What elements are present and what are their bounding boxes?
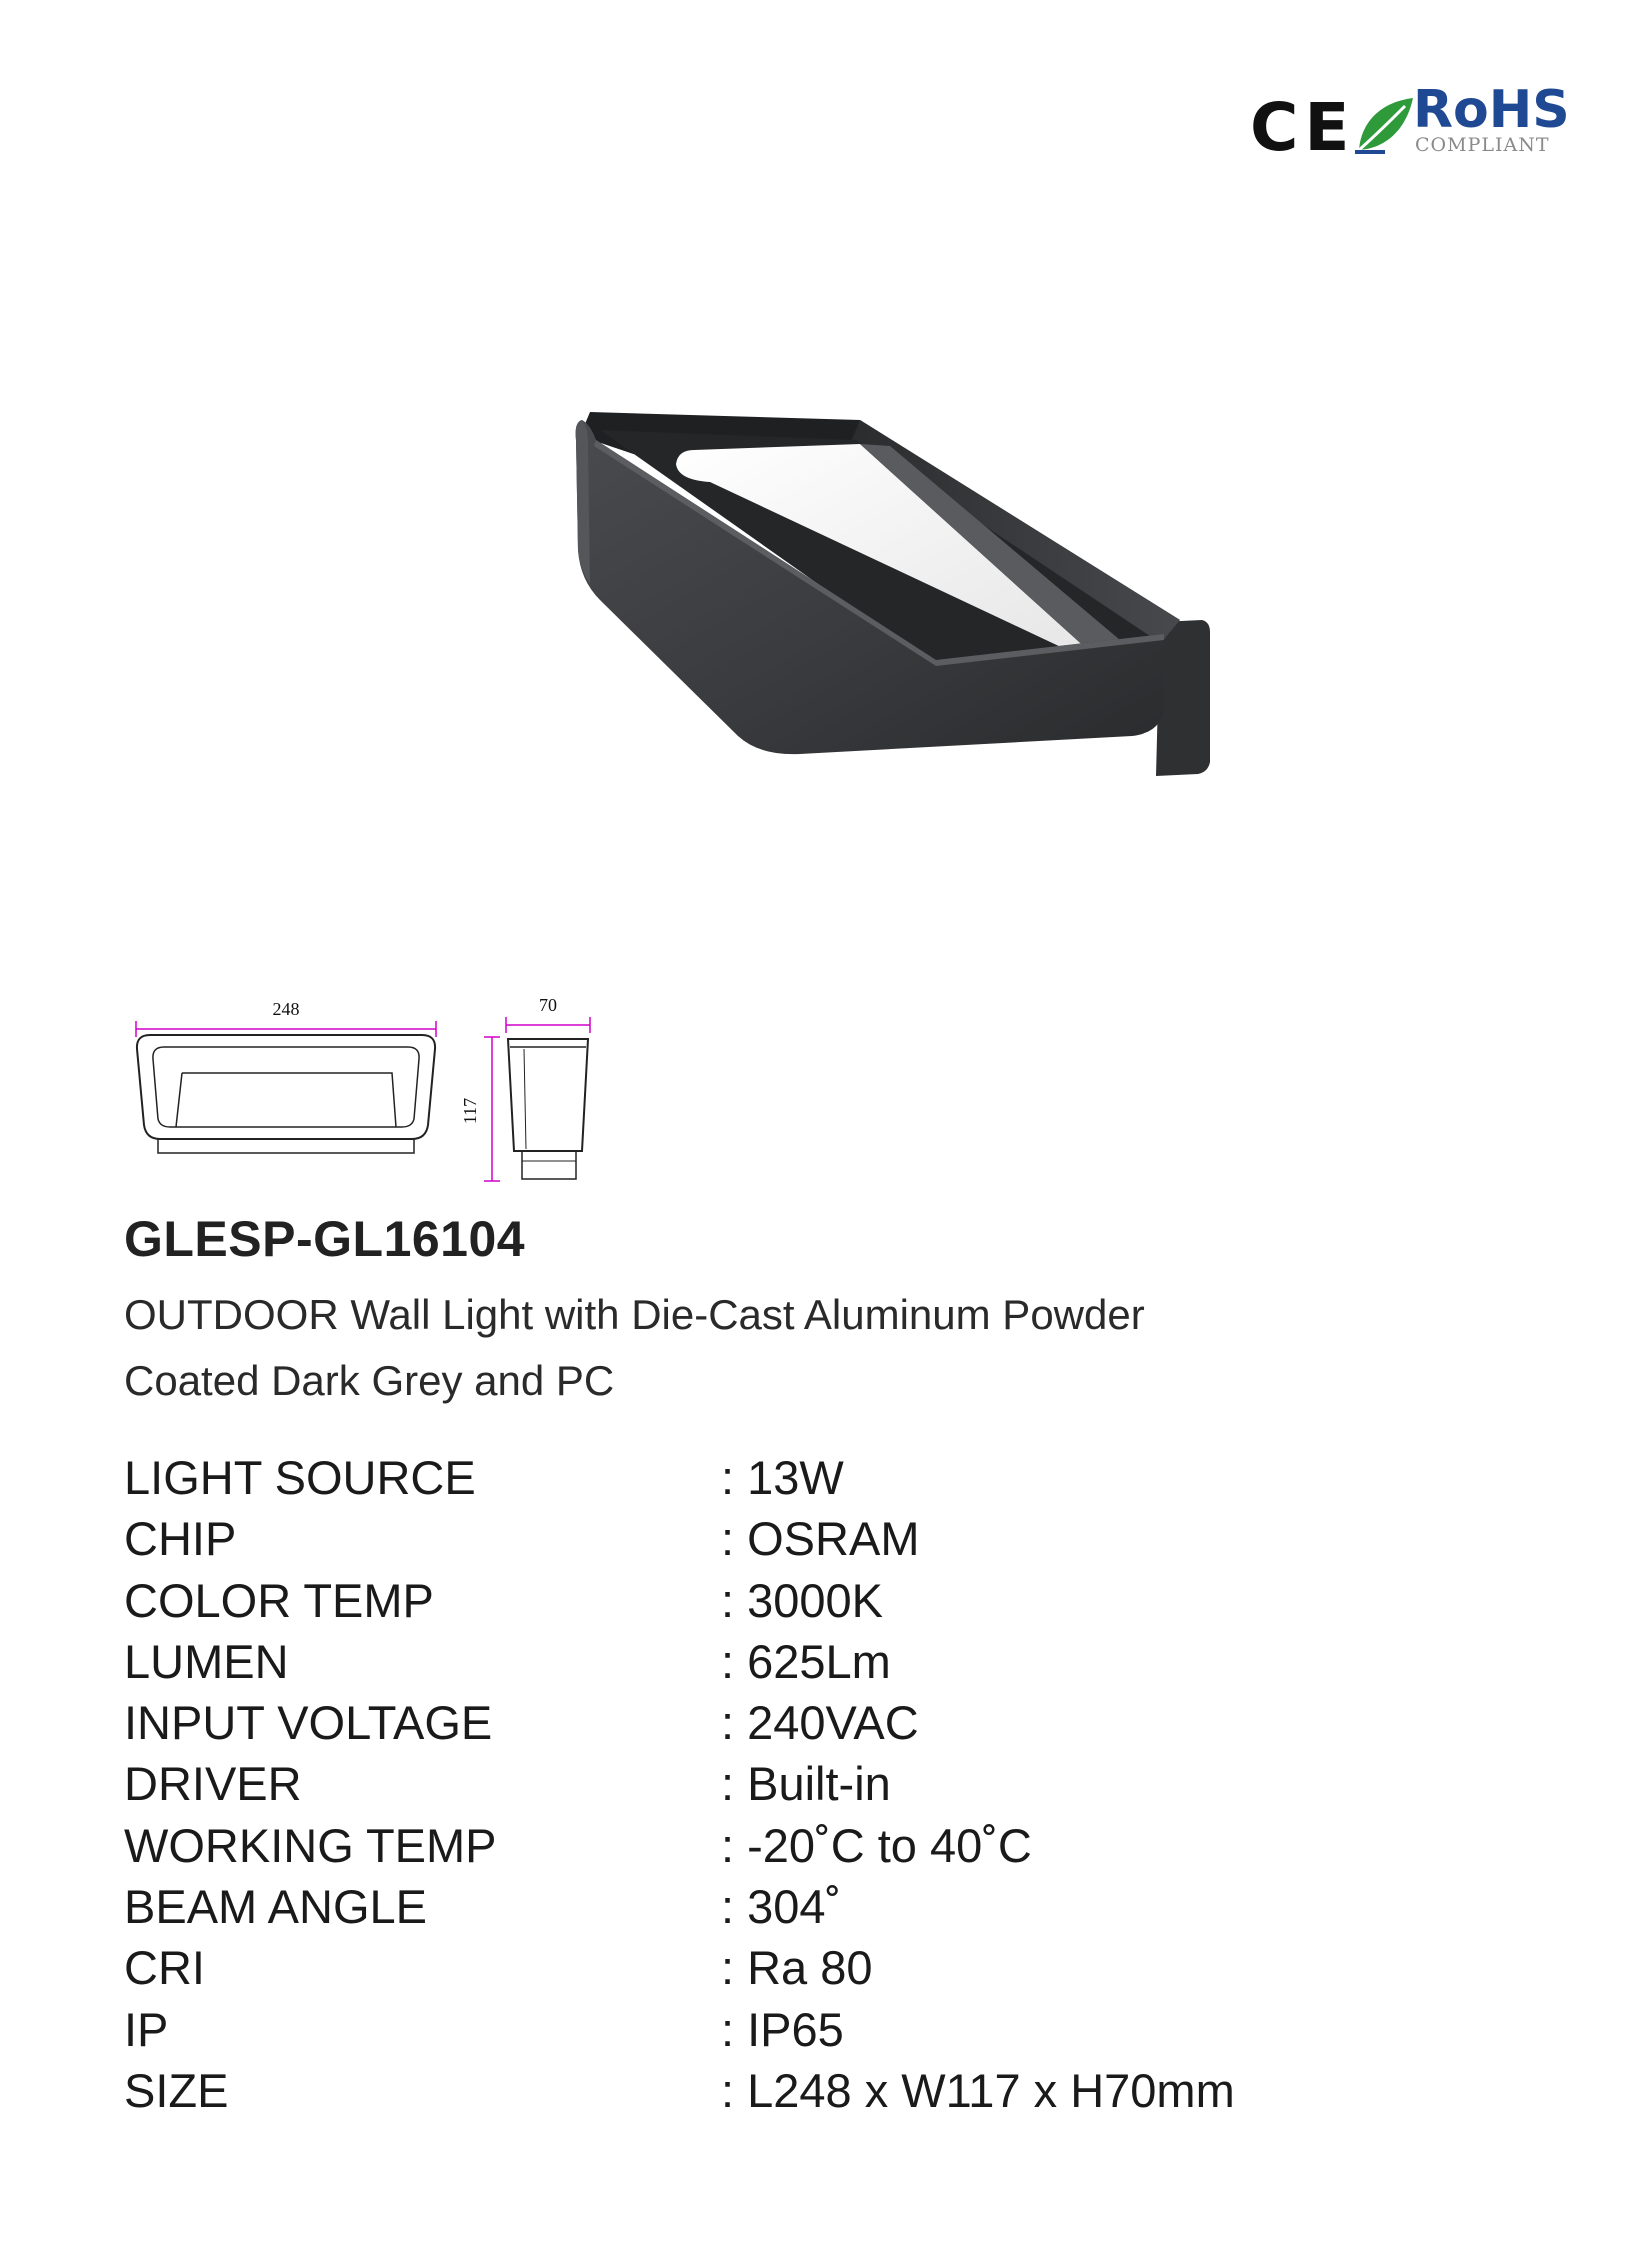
dimension-drawing [120, 985, 600, 1195]
spec-value: : -20˚C to 40˚C [721, 1818, 1032, 1872]
depth-dimension-label: 70 [539, 995, 557, 1015]
spec-row-lumen [124, 1631, 1524, 1692]
spec-value: : 13W [721, 1451, 844, 1504]
spec-row-driver [124, 1753, 1524, 1814]
spec-value: : Built-in [721, 1757, 891, 1811]
spec-row-size [124, 2060, 1524, 2121]
spec-row-beam-angle [124, 1876, 1524, 1937]
spec-value: : 304˚ [721, 1880, 842, 1934]
spec-table [124, 1447, 1524, 2121]
spec-value: : OSRAM [721, 1512, 920, 1566]
spec-label: INPUT VOLTAGE [124, 1696, 493, 1750]
spec-label: LUMEN [124, 1634, 289, 1688]
spec-label: COLOR TEMP [124, 1573, 434, 1627]
rohs-logo [1355, 80, 1570, 170]
spec-row-light-source [124, 1447, 1524, 1508]
product-model-title: GLESP-GL16104 [124, 1211, 526, 1267]
height-dimension-label: 117 [460, 1097, 480, 1125]
product-render-image [560, 400, 1220, 940]
spec-value: : L248 x W117 x H70mm [721, 2063, 1235, 2117]
description-line-1: OUTDOOR Wall Light with Die-Cast Aluminum Powder [124, 1291, 1145, 1338]
rohs-text: RoHS [1413, 80, 1570, 140]
spec-value: : IP65 [721, 2002, 844, 2056]
ce-mark-logo: CE [1250, 89, 1356, 166]
spec-label: LIGHT SOURCE [124, 1451, 476, 1504]
front-view-drawing [136, 999, 436, 1153]
spec-value: : 3000K [721, 1573, 884, 1627]
spec-row-input-voltage [124, 1692, 1524, 1753]
spec-value: : 625Lm [721, 1634, 891, 1688]
spec-value: : 240VAC [721, 1696, 919, 1750]
spec-row-color-temp [124, 1570, 1524, 1631]
spec-label: CHIP [124, 1512, 237, 1566]
spec-label: BEAM ANGLE [124, 1880, 427, 1934]
spec-value: : Ra 80 [721, 1941, 873, 1995]
spec-row-working-temp [124, 1815, 1524, 1876]
length-dimension-label: 248 [272, 999, 300, 1019]
spec-label: SIZE [124, 2063, 229, 2117]
spec-label: WORKING TEMP [124, 1818, 497, 1872]
spec-row-ip [124, 1999, 1524, 2060]
rohs-compliant-text: COMPLIANT [1415, 134, 1550, 156]
spec-label: DRIVER [124, 1757, 302, 1811]
spec-row-chip [124, 1508, 1524, 1569]
side-view-drawing [460, 995, 590, 1181]
spec-label: IP [124, 2002, 169, 2056]
description-line-2: Coated Dark Grey and PC [124, 1357, 615, 1404]
product-description [124, 1282, 1424, 1414]
spec-label: CRI [124, 1941, 205, 1995]
spec-row-cri [124, 1937, 1524, 1998]
leaf-icon [1355, 96, 1415, 154]
